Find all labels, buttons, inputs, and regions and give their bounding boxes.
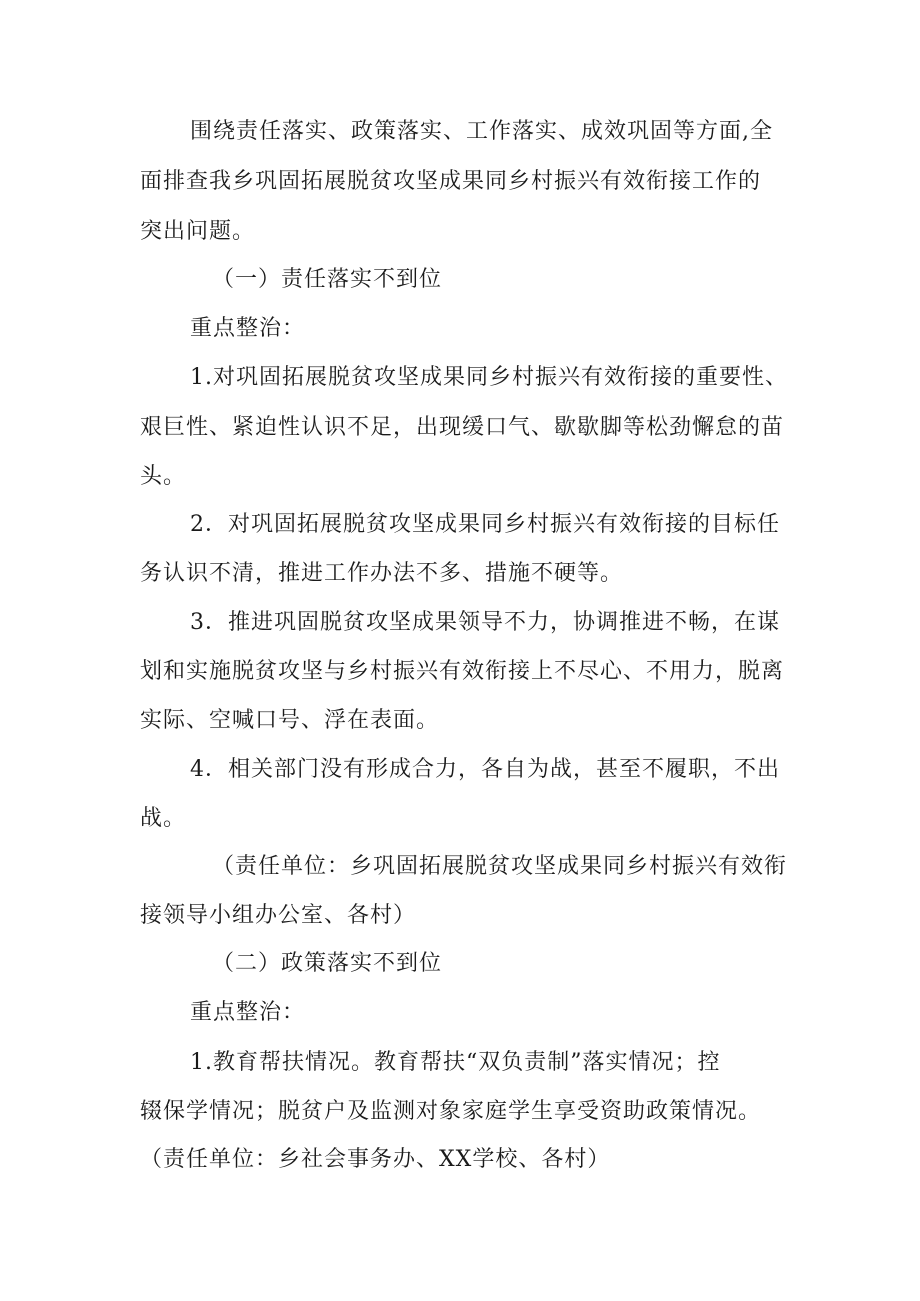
list-item-line: 划和实施脱贫攻坚与乡村振兴有效衔接上不尽心、不用力，脱离 — [140, 659, 785, 684]
responsible-unit-line: （责任单位：乡社会事务办、XX学校、各村） — [140, 1147, 611, 1172]
paragraph-line: 围绕责任落实、政策落实、工作落实、成效巩固等方面,全 — [190, 119, 773, 144]
list-item-line: 头。 — [140, 464, 187, 489]
list-item-line: 务认识不清，推进工作办法不多、措施不硬等。 — [140, 561, 624, 586]
responsible-unit-line: （责任单位：乡巩固拓展脱贫攻坚成果同乡村振兴有效衔 — [212, 854, 788, 879]
list-item-line: 辍保学情况；脱贫户及监测对象家庭学生享受资助政策情况。 — [140, 1099, 762, 1124]
list-item-line: 1.教育帮扶情况。教育帮扶“双负责制”落实情况；控 — [190, 1050, 721, 1075]
paragraph-line: 突出问题。 — [140, 219, 256, 244]
list-item-line: 3．推进巩固脱贫攻坚成果领导不力，协调推进不畅，在谋 — [190, 610, 780, 635]
list-item-line: 艰巨性、紧迫性认识不足，出现缓口气、歇歇脚等松劲懈怠的苗 — [140, 415, 785, 440]
paragraph-line: 面排查我乡巩固拓展脱贫攻坚成果同乡村振兴有效衔接工作的 — [140, 169, 762, 194]
responsible-unit-line: 接领导小组办公室、各村） — [140, 903, 417, 928]
list-item-line: 战。 — [140, 806, 187, 831]
section-heading: （二）政策落实不到位 — [212, 951, 443, 976]
subheading: 重点整治： — [190, 316, 306, 341]
subheading: 重点整治： — [190, 1000, 306, 1025]
list-item-line: 4．相关部门没有形成合力，各自为战，甚至不履职，不出 — [190, 757, 780, 782]
list-item-line: 实际、空喊口号、浮在表面。 — [140, 708, 440, 733]
list-item-line: 2．对巩固拓展脱贫攻坚成果同乡村振兴有效衔接的目标任 — [190, 512, 780, 537]
list-item-line: 1.对巩固拓展脱贫攻坚成果同乡村振兴有效衔接的重要性、 — [190, 365, 788, 390]
section-heading: （一）责任落实不到位 — [212, 267, 443, 292]
